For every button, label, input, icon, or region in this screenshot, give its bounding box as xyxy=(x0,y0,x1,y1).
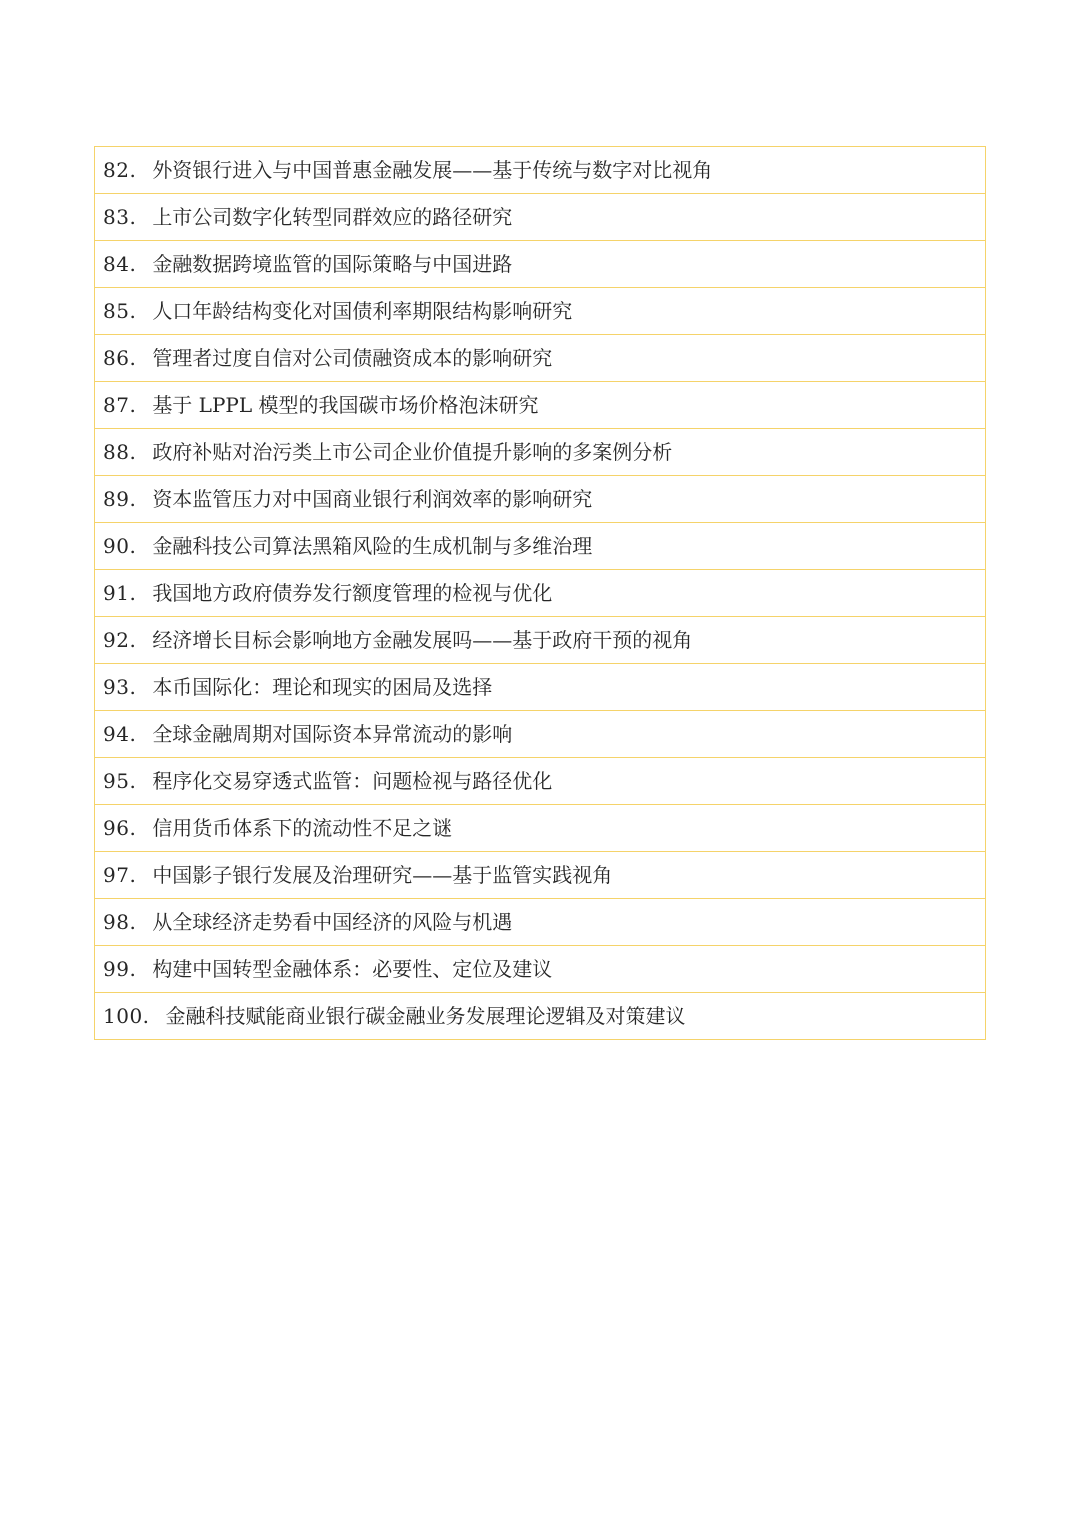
table-row xyxy=(95,288,986,335)
item-number: 96. xyxy=(103,816,137,840)
table-row xyxy=(95,570,986,617)
item-title: 管理者过度自信对公司债融资成本的影响研究 xyxy=(152,346,553,370)
item-title: 从全球经济走势看中国经济的风险与机遇 xyxy=(152,910,513,934)
list-item xyxy=(95,993,986,1040)
item-number: 84. xyxy=(103,252,137,276)
item-number: 89. xyxy=(103,487,137,511)
item-number: 88. xyxy=(103,440,137,464)
item-number: 85. xyxy=(103,299,137,323)
list-item xyxy=(95,523,986,570)
item-title: 上市公司数字化转型同群效应的路径研究 xyxy=(152,205,513,229)
table-row xyxy=(95,711,986,758)
item-number: 82. xyxy=(103,158,137,182)
table-row xyxy=(95,147,986,194)
list-item xyxy=(95,617,986,664)
item-number: 99. xyxy=(103,957,137,981)
list-item xyxy=(95,429,986,476)
item-number: 93. xyxy=(103,675,137,699)
list-item xyxy=(95,476,986,523)
topic-list-table xyxy=(94,146,986,1040)
table-row xyxy=(95,335,986,382)
item-number: 83. xyxy=(103,205,137,229)
item-title: 金融科技赋能商业银行碳金融业务发展理论逻辑及对策建议 xyxy=(165,1004,686,1028)
item-number: 100. xyxy=(103,1004,150,1028)
item-title: 我国地方政府债券发行额度管理的检视与优化 xyxy=(152,581,553,605)
list-item xyxy=(95,711,986,758)
table-row xyxy=(95,805,986,852)
item-title: 基于 LPPL 模型的我国碳市场价格泡沫研究 xyxy=(152,393,539,417)
list-item xyxy=(95,664,986,711)
item-title: 资本监管压力对中国商业银行利润效率的影响研究 xyxy=(152,487,593,511)
table-row xyxy=(95,523,986,570)
item-title: 经济增长目标会影响地方金融发展吗——基于政府干预的视角 xyxy=(152,628,693,652)
table-row xyxy=(95,241,986,288)
list-item xyxy=(95,570,986,617)
list-item xyxy=(95,899,986,946)
list-item xyxy=(95,147,986,194)
list-item xyxy=(95,382,986,429)
table-row xyxy=(95,382,986,429)
item-number: 91. xyxy=(103,581,137,605)
table-row xyxy=(95,617,986,664)
item-number: 94. xyxy=(103,722,137,746)
table-row xyxy=(95,664,986,711)
item-title: 金融科技公司算法黑箱风险的生成机制与多维治理 xyxy=(152,534,593,558)
item-number: 95. xyxy=(103,769,137,793)
list-item xyxy=(95,241,986,288)
item-title: 中国影子银行发展及治理研究——基于监管实践视角 xyxy=(152,863,613,887)
item-number: 92. xyxy=(103,628,137,652)
list-item xyxy=(95,194,986,241)
item-number: 98. xyxy=(103,910,137,934)
table-row xyxy=(95,899,986,946)
table-row xyxy=(95,946,986,993)
list-item xyxy=(95,758,986,805)
item-title: 全球金融周期对国际资本异常流动的影响 xyxy=(152,722,513,746)
table-row xyxy=(95,993,986,1040)
item-title: 本币国际化：理论和现实的困局及选择 xyxy=(152,675,493,699)
table-row xyxy=(95,758,986,805)
list-item xyxy=(95,805,986,852)
list-item xyxy=(95,335,986,382)
item-title: 外资银行进入与中国普惠金融发展——基于传统与数字对比视角 xyxy=(152,158,713,182)
item-title: 金融数据跨境监管的国际策略与中国进路 xyxy=(152,252,513,276)
item-title: 程序化交易穿透式监管：问题检视与路径优化 xyxy=(152,769,553,793)
item-number: 86. xyxy=(103,346,137,370)
item-number: 97. xyxy=(103,863,137,887)
item-title: 信用货币体系下的流动性不足之谜 xyxy=(152,816,453,840)
table-row xyxy=(95,852,986,899)
list-item xyxy=(95,852,986,899)
item-number: 87. xyxy=(103,393,137,417)
list-item xyxy=(95,946,986,993)
item-title: 构建中国转型金融体系：必要性、定位及建议 xyxy=(152,957,553,981)
table-row xyxy=(95,194,986,241)
table-row xyxy=(95,476,986,523)
item-title: 人口年龄结构变化对国债利率期限结构影响研究 xyxy=(152,299,573,323)
item-title: 政府补贴对治污类上市公司企业价值提升影响的多案例分析 xyxy=(152,440,673,464)
table-row xyxy=(95,429,986,476)
list-item xyxy=(95,288,986,335)
item-number: 90. xyxy=(103,534,137,558)
